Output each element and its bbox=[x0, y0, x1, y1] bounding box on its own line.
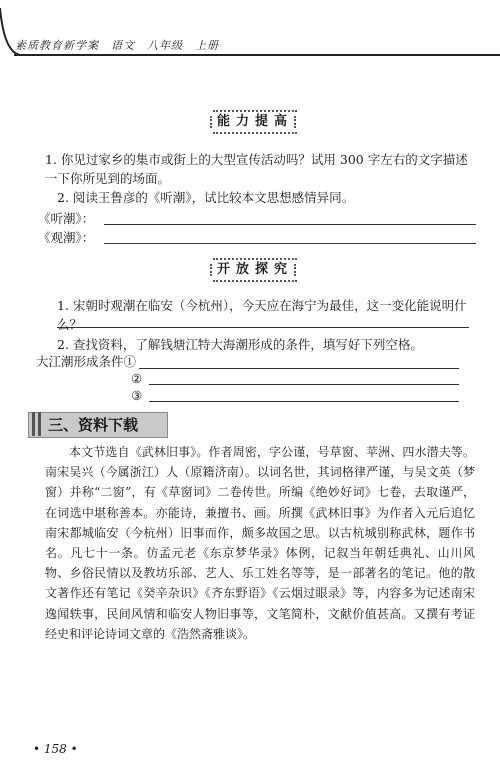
page-number: • 158 • bbox=[33, 742, 78, 756]
condition-line-2 bbox=[149, 384, 459, 385]
ability-question-2: 2. 阅读王鲁彦的《听潮》，试比较本文思想感情异同。 bbox=[57, 190, 355, 205]
running-title: 素质教育新学案 语文 八年级 上册 bbox=[15, 39, 219, 52]
answer-line-guanchao bbox=[104, 243, 476, 244]
download-body-text: 本文节选自《武林旧事》。作者周密，字公谨，号草窗、苹洲、四水潜夫等。南宋吴兴（今属浙江）人（原籍济南）。以词名世，其词格律严谨，与吴文英（梦窗）并称“二窗”，有《草窗词》二卷传世。所编《绝妙好词》七卷，去取谨严，在词选中堪称善本。亦能诗，兼擅书、画。所撰《武林旧事》为作者入元后追忆南宋都城临安（今杭州）旧事而作，颇多故国之思。以古杭城别称武林，题作书名。凡七十一条。仿孟元老《东京梦华录》体例，记叙当年朝廷典礼、山川风物、乡俗民情以及教坊乐部、艺人、乐工姓名等等，是一部著名的笔记。他的散文著作还有笔记《癸辛杂识》《齐东野语》《云烟过眼录》等，内容多为记述南宋逸闻轶事，民间风情和临安人物旧事等，文笔简朴，文献价值甚高。又撰有考证经史和评论诗词文章的《浩然斋雅谈》。 bbox=[45, 445, 475, 641]
banner-stripe bbox=[32, 412, 35, 436]
conditions-label: 大江潮形成条件① bbox=[36, 354, 137, 369]
section-title-ability: 能力提高 bbox=[213, 110, 297, 134]
header-rule bbox=[14, 54, 500, 56]
section-title-explore: 开放探究 bbox=[213, 258, 297, 282]
ability-question-1: 1. 你见过家乡的集市或街上的大型宣传活动吗？试用 300 字左右的文字描述一下你所见到的场面。 bbox=[45, 152, 468, 186]
explore-question-2: 2. 查找资料，了解钱塘江特大海潮形成的条件，填写好下列空格。 bbox=[57, 337, 423, 352]
banner-title: 三、资料下载 bbox=[48, 416, 139, 434]
label-guanchao: 《观潮》： bbox=[38, 230, 95, 245]
answer-line-explore-1 bbox=[57, 327, 469, 328]
condition-line-3 bbox=[149, 401, 459, 402]
answer-line-tingchao bbox=[104, 224, 476, 225]
condition-marker-3: ③ bbox=[131, 388, 143, 403]
page-header bbox=[0, 0, 500, 60]
explore-question-1: 1. 宋朝时观潮在临安（今杭州），今天应在海宁为最佳，这一变化能说明什么？ bbox=[57, 298, 467, 332]
banner-stripe bbox=[38, 412, 41, 436]
label-tingchao: 《听潮》： bbox=[38, 211, 95, 226]
condition-line-1 bbox=[139, 368, 459, 369]
section-banner-download bbox=[28, 412, 166, 436]
condition-marker-2: ② bbox=[131, 371, 143, 386]
